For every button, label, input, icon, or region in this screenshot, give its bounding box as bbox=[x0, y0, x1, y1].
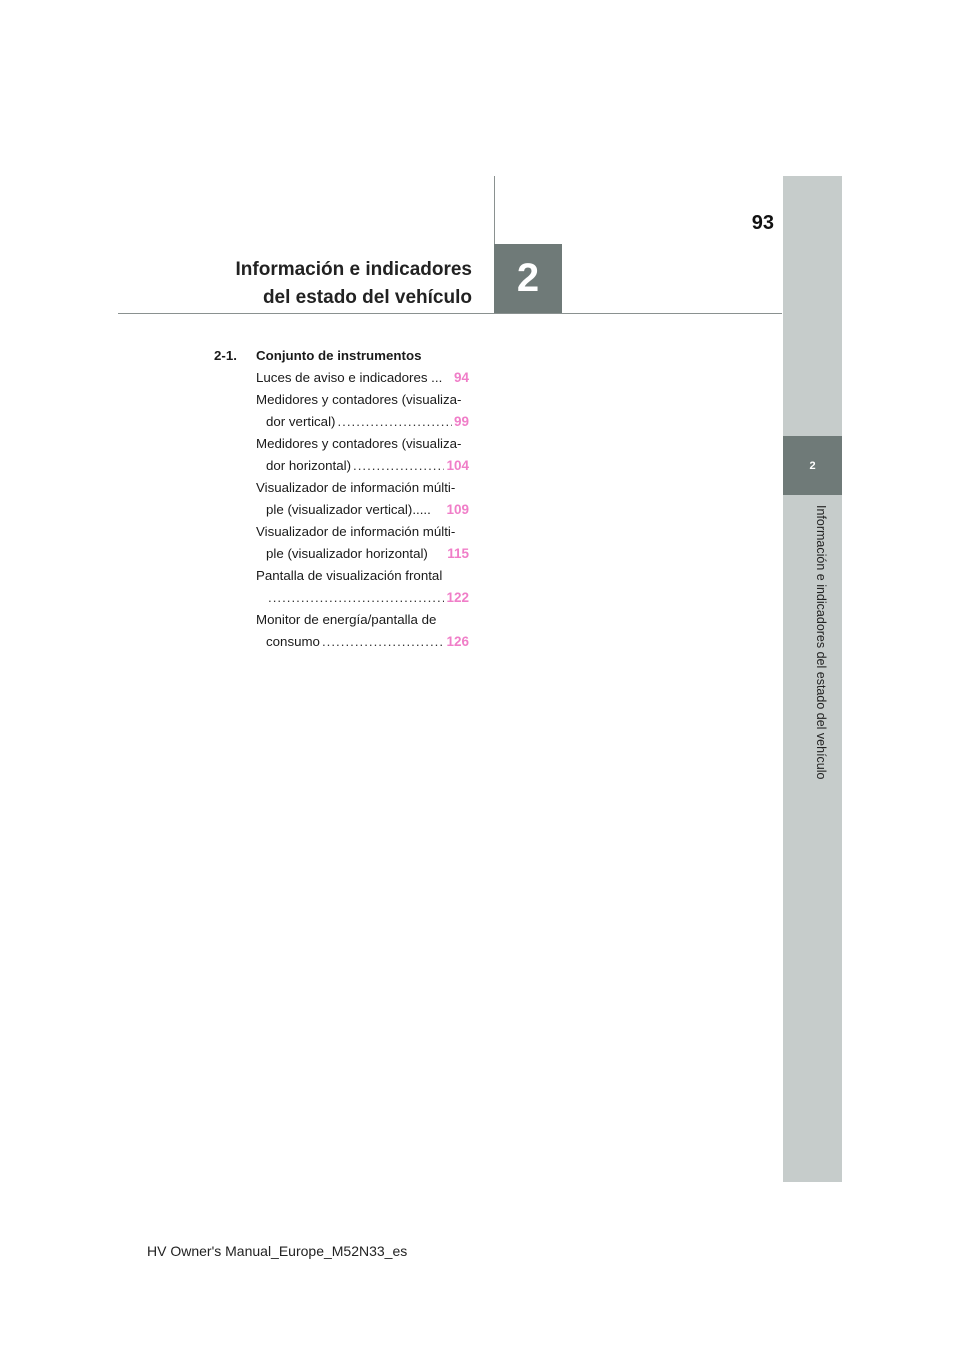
toc-entry-text: Medidores y contadores (visualiza- bbox=[256, 436, 462, 451]
toc-leader-dots bbox=[353, 455, 444, 477]
page-number: 93 bbox=[751, 212, 774, 234]
side-chapter-title: Información e indicadores del estado del vehículo bbox=[814, 505, 828, 780]
toc-entry-page-link[interactable]: 99 bbox=[453, 414, 469, 429]
toc-entry-text: Visualizador de información múlti- bbox=[256, 480, 456, 495]
toc-entry[interactable] bbox=[214, 367, 469, 389]
toc-entry-page-link[interactable]: 122 bbox=[446, 590, 469, 605]
chapter-title-line1: Información e indicadores bbox=[235, 259, 472, 280]
toc-entry[interactable] bbox=[214, 609, 469, 653]
toc-entry-text: Luces de aviso e indicadores ... bbox=[256, 370, 443, 385]
chapter-title-line2: del estado del vehículo bbox=[262, 287, 472, 308]
toc-leader-dots bbox=[268, 587, 444, 609]
chapter-number-box: 2 bbox=[494, 244, 562, 313]
toc-entry-page-link[interactable]: 104 bbox=[446, 458, 469, 473]
toc-entry-page-link[interactable]: 115 bbox=[447, 546, 469, 561]
toc-entry-text-cont: consumo bbox=[266, 634, 320, 649]
toc-entry[interactable] bbox=[214, 477, 469, 521]
toc-entry-text: Visualizador de información múlti- bbox=[256, 524, 456, 539]
toc-section-number: 2-1. bbox=[214, 348, 237, 363]
toc-leader-dots bbox=[322, 631, 445, 653]
toc-entry-text: Pantalla de visualización frontal bbox=[256, 568, 443, 583]
toc-entry-page-link[interactable]: 109 bbox=[446, 502, 469, 517]
toc-entry-text-cont: dor vertical) bbox=[266, 414, 336, 429]
toc-entry[interactable] bbox=[214, 565, 469, 609]
toc-entry-text-cont: ple (visualizador vertical)..... bbox=[266, 502, 431, 517]
toc-entry-text: Monitor de energía/pantalla de bbox=[256, 612, 437, 627]
toc-entry-text: Medidores y contadores (visualiza- bbox=[256, 392, 462, 407]
side-chapter-tab-number: 2 bbox=[809, 459, 816, 472]
toc-leader-dots bbox=[337, 411, 452, 433]
table-of-contents bbox=[214, 345, 469, 653]
toc-entry-text-cont: dor horizontal) bbox=[266, 458, 351, 473]
toc-entry[interactable] bbox=[214, 521, 469, 565]
header-divider bbox=[494, 176, 495, 244]
toc-entry-page-link[interactable]: 94 bbox=[453, 370, 469, 385]
toc-entry[interactable] bbox=[214, 389, 469, 433]
toc-entry-page-link[interactable]: 126 bbox=[446, 634, 469, 649]
chapter-title bbox=[180, 256, 472, 312]
header-rule bbox=[118, 313, 782, 314]
toc-section-heading bbox=[214, 345, 469, 367]
toc-entry-text-cont: ple (visualizador horizontal) bbox=[266, 546, 428, 561]
footer-manual-id: HV Owner's Manual_Europe_M52N33_es bbox=[147, 1243, 408, 1259]
toc-entry[interactable] bbox=[214, 433, 469, 477]
toc-section-title: Conjunto de instrumentos bbox=[256, 348, 422, 363]
